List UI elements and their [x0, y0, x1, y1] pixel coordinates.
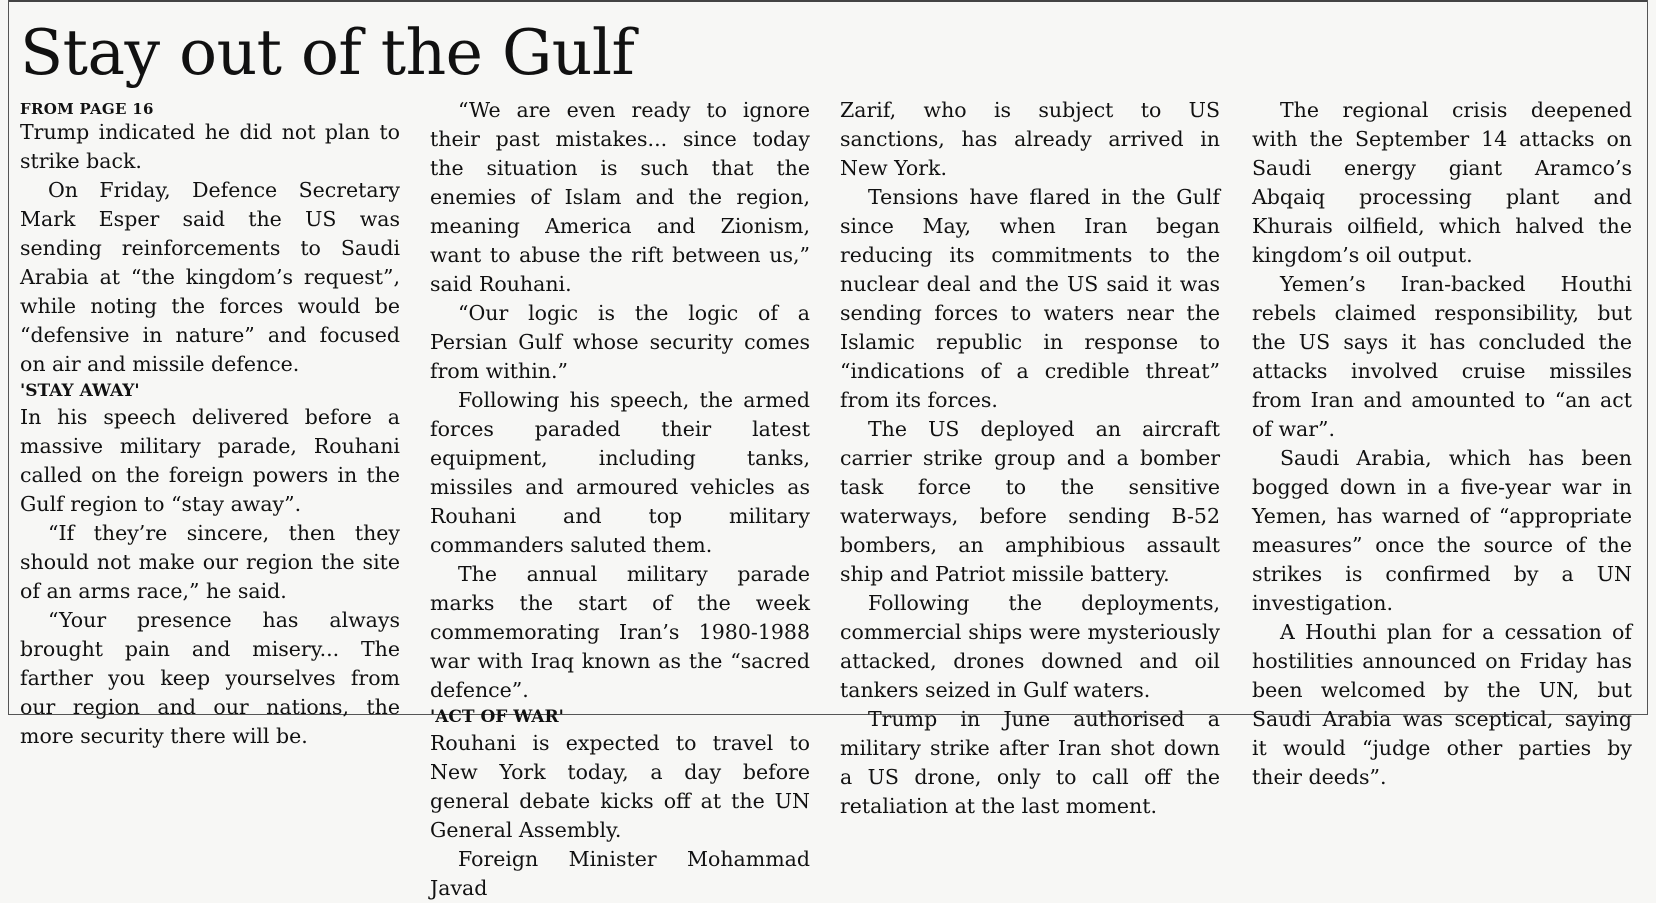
paragraph: Following the deployments, commercial ships were mysteriously attacked, drones downed and oil tankers seized in Gulf waters.: [840, 591, 1220, 702]
paragraph: Trump in June authorised a military strike after Iran shot down a US drone, only to call off the retaliation at the last moment.: [840, 707, 1220, 818]
paragraph: Tensions have flared in the Gulf since May, when Iran began reducing its commitments to the nuclear deal and the US said it was sending forces to waters near the Islamic republic in response to “indications of a credible threat” from its forces.: [840, 185, 1220, 412]
paragraph: The regional crisis deepened with the September 14 attacks on Saudi energy giant Aramco’s Abqaiq processing plant and Khurais oilfield, which halved the kingdom’s oil output.: [1252, 98, 1632, 267]
paragraph: On Friday, Defence Secretary Mark Esper said the US was sending reinforcements to Saudi Arabia at “the kingdom’s request”, while noting the forces would be “defensive in nature” and focused on air and missile defence.: [20, 178, 400, 376]
paragraph: A Houthi plan for a cessation of hostilities announced on Friday has been welcomed by the UN, but Saudi Arabia was sceptical, saying it would “judge other parties by their deeds”.: [1252, 620, 1632, 789]
column-2: [430, 96, 810, 903]
paragraph: Yemen’s Iran-backed Houthi rebels claimed responsibility, but the US says it has concluded the attacks involved cruise missiles from Iran and amounted to “an act of war”.: [1252, 272, 1632, 441]
paragraph: Following his speech, the armed forces paraded their latest equipment, including tanks, missiles and armoured vehicles as Rouhani and top military commanders saluted them.: [430, 388, 810, 557]
continued-from-label: FROM PAGE 16: [20, 100, 154, 118]
subhead-stay-away: 'STAY AWAY': [20, 381, 140, 401]
column-4: [1252, 96, 1632, 792]
paragraph: Saudi Arabia, which has been bogged down in a five-year war in Yemen, has warned of “appropriate measures” once the source of the strikes is confirmed by a UN investigation.: [1252, 446, 1632, 615]
paragraph: The annual military parade marks the start of the week commemorating Iran’s 1980-1988 war with Iraq known as the “sacred defence”.: [430, 562, 810, 702]
paragraph: Trump indicated he did not plan to strike back.: [20, 120, 400, 173]
paragraph: In his speech delivered before a massive military parade, Rouhani called on the foreign powers in the Gulf region to “stay away”.: [20, 405, 400, 516]
paragraph: Zarif, who is subject to US sanctions, has already arrived in New York.: [840, 98, 1220, 180]
headline: Stay out of the Gulf: [20, 16, 635, 89]
paragraph: “We are even ready to ignore their past mistakes... since today the situation is such that the enemies of Islam and the region, meaning America and Zionism, want to abuse the rift between us,” said Rouhani.: [430, 98, 810, 296]
paragraph: “Your presence has always brought pain and misery... The farther you keep yourselves from our region and our nations, the more security there will be.: [20, 608, 400, 748]
paragraph: Foreign Minister Mohammad Javad: [430, 847, 810, 900]
column-1: [20, 100, 400, 751]
paragraph: Rouhani is expected to travel to New York today, a day before general debate kicks off at the UN General Assembly.: [430, 731, 810, 842]
column-3: [840, 96, 1220, 821]
paragraph: “If they’re sincere, then they should not make our region the site of an arms race,” he said.: [20, 521, 400, 603]
paragraph: “Our logic is the logic of a Persian Gulf whose security comes from within.”: [430, 301, 810, 383]
paragraph: The US deployed an aircraft carrier strike group and a bomber task force to the sensitive waterways, before sending B-52 bombers, an amphibious assault ship and Patriot missile battery.: [840, 417, 1220, 586]
subhead-act-of-war: 'ACT OF WAR': [430, 707, 564, 727]
